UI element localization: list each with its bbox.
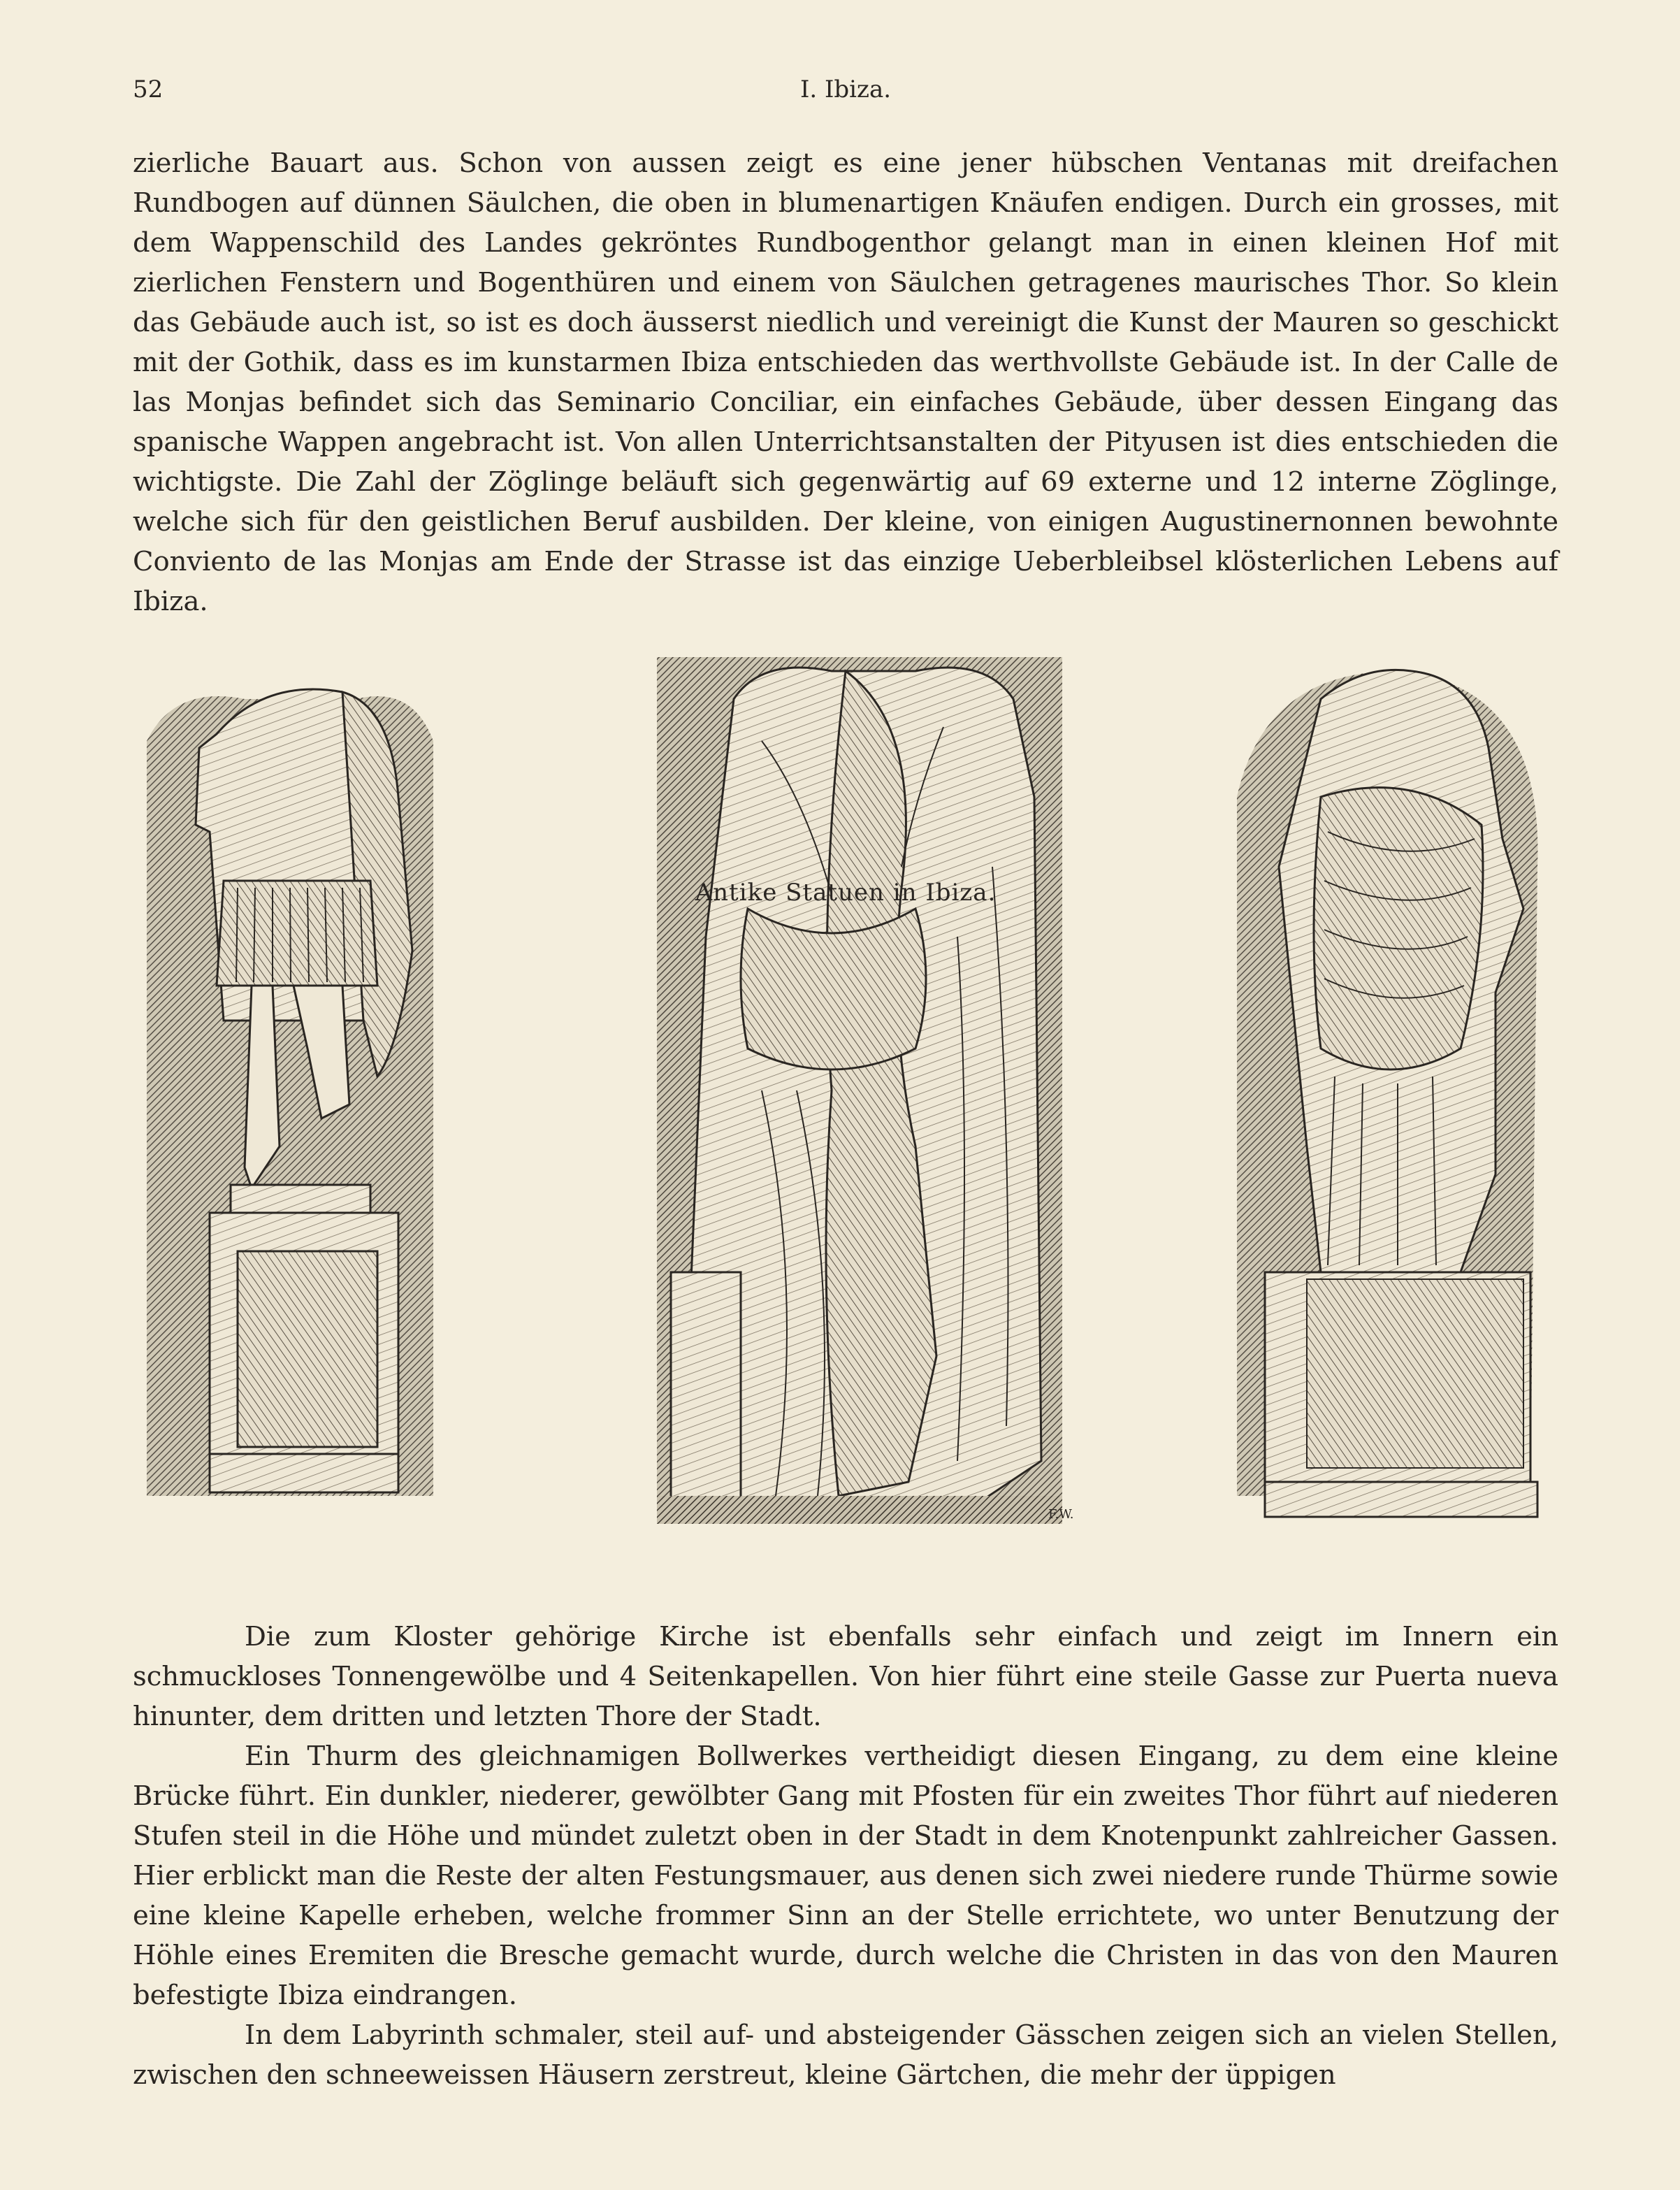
engraver-mark: F.W. bbox=[1048, 1507, 1074, 1522]
paragraph-1: zierliche Bauart aus. Schon von aussen zeigt es eine jener hübschen Ventanas mit dreifachen Rundbogen auf dünnen Säulchen, die oben in blumenartigen Knäufen endigen. Durch ein grosses, mit dem Wappenschild des Landes gekröntes Rundbogenthor gelangt man in einen kleinen Hof mit zierlichen Fenstern und Bogenthüren und einem von Säulchen getragenes maurisches Thor. So klein das Gebäude auch ist, so ist es doch äusserst niedlich und vereinigt die Kunst der Mauren so geschickt mit der Gothik, dass es im kunstarmen Ibiza entschieden das werthvollste Gebäude ist. In der Calle de las Monjas befindet sich das Seminario Conciliar, ein einfaches Gebäude, über dessen Eingang das spanische Wappen angebracht ist. Von allen Unterrichtsanstalten der Pityusen ist dies entschieden die wichtigste. Die Zahl der Zöglinge beläuft sich gegenwärtig auf 69 externe und 12 interne Zöglinge, welche sich für den geistlichen Beruf ausbilden. Der kleine, von einigen Augustinernonnen bewohnte Conviento de las Monjas am Ende der Strasse ist das einzige Ueberbleibsel klösterlichen Lebens auf Ibiza. bbox=[133, 147, 1558, 617]
right-statue bbox=[1237, 670, 1537, 1517]
statues-illustration bbox=[133, 657, 1558, 1531]
paragraph-2: Die zum Kloster gehörige Kirche ist ebenfalls sehr einfach und zeigt im Innern ein schmuckloses Tonnengewölbe und 4 Seitenkapellen. Von hier führt eine steile Gasse zur Puerta nueva hinunter, dem dritten und letzten Thore der Stadt. bbox=[133, 1621, 1558, 1732]
body-text-upper bbox=[133, 143, 1558, 621]
page-number: 52 bbox=[133, 75, 164, 103]
running-title: I. Ibiza. bbox=[799, 75, 892, 103]
middle-statue bbox=[657, 657, 1073, 1524]
paragraph-4: In dem Labyrinth schmaler, steil auf- und absteigender Gässchen zeigen sich an vielen Stellen, zwischen den schneeweissen Häusern zerstreut, kleine Gärtchen, die mehr der üppigen bbox=[133, 2019, 1558, 2091]
page-header bbox=[133, 75, 1558, 117]
body-text-lower bbox=[133, 1617, 1558, 2095]
paragraph-3: Ein Thurm des gleichnamigen Bollwerkes vertheidigt diesen Eingang, zu dem eine kleine Brücke führt. Ein dunkler, niederer, gewölbter Gang mit Pfosten für ein zweites Thor führt auf niederen Stufen steil in die Höhe und mündet zuletzt oben in der Stadt in dem Knotenpunkt zahlreicher Gassen. Hier erblickt man die Reste der alten Festungsmauer, aus denen sich zwei niedere runde Thürme sowie eine kleine Kapelle erheben, welche frommer Sinn an der Stelle errichtete, wo unter Benutzung der Höhle eines Eremiten die Bresche gemacht wurde, durch welche die Christen in das von den Mauren befestigte Ibiza eindrangen. bbox=[133, 1741, 1558, 2011]
figure-caption: Antike Statuen in Ibiza. bbox=[695, 879, 997, 907]
left-statue bbox=[147, 689, 433, 1496]
